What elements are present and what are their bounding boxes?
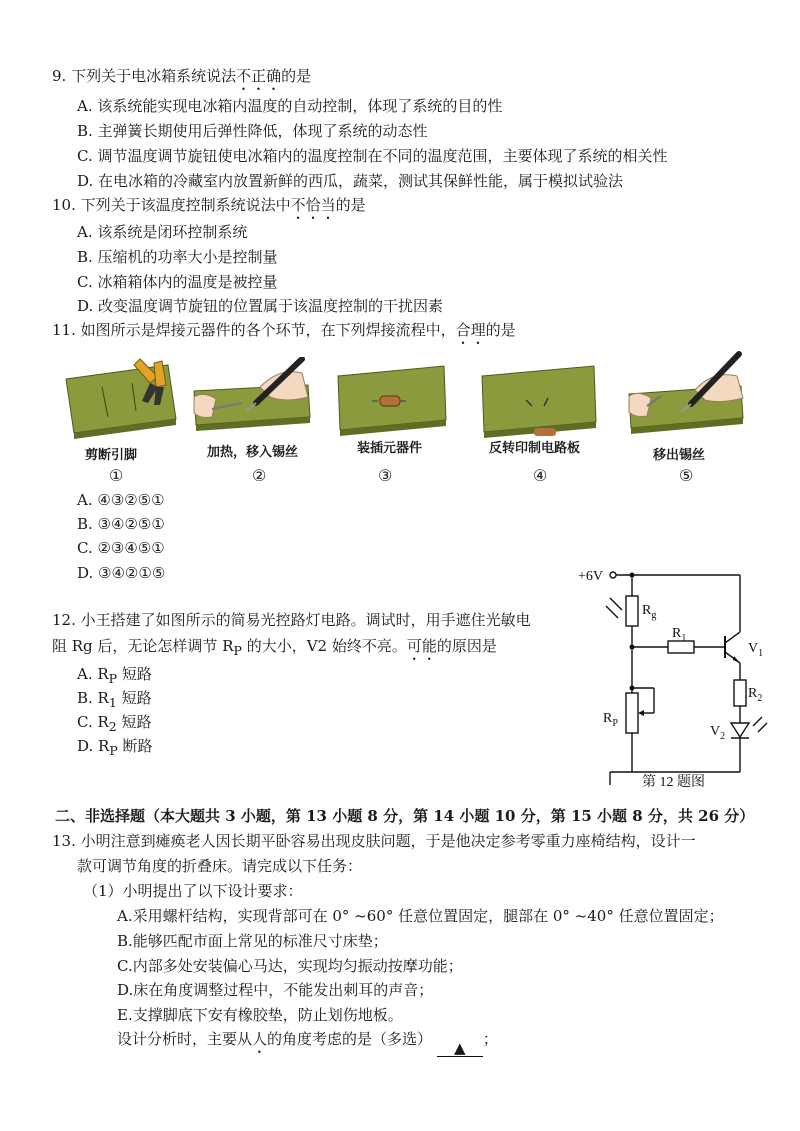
- q12-option-c[interactable]: C. $R_2$ 短路: [77, 713, 152, 734]
- v2-led: [731, 723, 749, 737]
- step-3-number: ③: [378, 466, 393, 485]
- q13-stem-line2: 款可调节角度的折叠床。请完成以下任务：: [77, 857, 363, 875]
- light-arrow-icon: [606, 606, 618, 618]
- light-emission-icon: [758, 723, 767, 732]
- answer-blank[interactable]: ▲: [437, 1038, 483, 1057]
- step-4-caption: 反转印制电路板: [489, 441, 581, 456]
- v1-label: $V_1$: [748, 641, 764, 659]
- step-4-number: ④: [533, 466, 548, 485]
- q10-option-c[interactable]: C. 冰箱箱体内的温度是被控量: [77, 273, 278, 291]
- q12-option-b[interactable]: B. $R_1$ 短路: [77, 689, 152, 710]
- supply-terminal: [610, 572, 616, 578]
- r2-resistor: [734, 680, 746, 706]
- light-arrow-icon: [610, 598, 622, 610]
- section-2-title: 二、非选择题（本大题共 3 小题，第 13 小题 8 分，第 14 小题 10 分，第 15 小题 8 分，共 26 分）: [55, 807, 755, 825]
- q10-option-b[interactable]: B. 压缩机的功率大小是控制量: [77, 248, 278, 266]
- light-emission-icon: [753, 717, 762, 726]
- flip-pcb-image: [478, 360, 600, 442]
- step-2-number: ②: [252, 466, 267, 485]
- q13-stem-line1: 13. 小明注意到瘫痪老人因长期平卧容易出现皮肤问题，于是他决定参考零重力座椅结构，设计一: [52, 832, 696, 850]
- insert-component-image: [334, 360, 450, 440]
- q12-option-d[interactable]: D. $R_P$ 断路: [77, 737, 153, 758]
- circuit-caption: 第 12 题图: [642, 775, 705, 790]
- cut-leads-image: [62, 357, 182, 439]
- step-2-caption: 加热，移入锡丝: [207, 445, 299, 460]
- q9-option-d[interactable]: D. 在电冰箱的冷藏室内放置新鲜的西瓜，蔬菜，测试其保鲜性能，属于模拟试验法: [77, 172, 624, 190]
- q13-question: 设计分析时，主要从人的角度考虑的是（多选） ▲ ；: [117, 1030, 498, 1057]
- q13-requirement-c: C.内部多处安装偏心马达，实现均匀振动按摩功能；: [117, 957, 463, 975]
- q11-option-b[interactable]: B. ③④②⑤①: [77, 515, 165, 533]
- q9-option-c[interactable]: C. 调节温度调节旋钮使电冰箱内的温度控制在不同的温度范围，主要体现了系统的相关性: [77, 147, 668, 165]
- rg-photoresistor: [626, 596, 638, 626]
- step-1-number: ①: [109, 466, 124, 485]
- q13-requirement-a: A.采用螺杆结构，实现背部可在 0° ~60° 任意位置固定，腿部在 0° ~40° 任意位置固定；: [117, 907, 724, 925]
- q9-option-a[interactable]: A. 该系统能实现电冰箱内温度的自动控制，体现了系统的目的性: [77, 97, 503, 115]
- q12-stem-line1: 12. 小王搭建了如图所示的简易光控路灯电路。调试时，用手遮住光敏电: [52, 611, 531, 629]
- step-3-caption: 装插元器件: [357, 441, 423, 456]
- rp-potentiometer: [626, 693, 638, 733]
- q13-requirement-b: B.能够匹配市面上常见的标准尺寸床垫；: [117, 932, 388, 950]
- r2-label: $R_2$: [748, 686, 763, 704]
- q10-stem: 10. 下列关于该温度控制系统说法中不恰当的是: [52, 196, 366, 214]
- q11-option-d[interactable]: D. ③④②①⑤: [77, 564, 166, 582]
- q13-requirement-d: D.床在角度调整过程中，不能发出刺耳的声音；: [117, 981, 434, 999]
- supply-label: +6V: [578, 569, 604, 584]
- q13-requirement-e: E.支撑脚底下安有橡胶垫，防止划伤地板。: [117, 1006, 403, 1024]
- q11-option-a[interactable]: A. ④③②⑤①: [77, 491, 165, 509]
- light-control-circuit-diagram: [570, 560, 790, 820]
- step-5-number: ⑤: [679, 466, 694, 485]
- q10-option-a[interactable]: A. 该系统是闭环控制系统: [77, 223, 248, 241]
- step-5-caption: 移出锡丝: [653, 448, 706, 463]
- remove-solder-image: [625, 350, 747, 442]
- q12-option-a[interactable]: A. $R_P$ 短路: [77, 665, 152, 686]
- r1-label: $R_1$: [672, 626, 687, 644]
- q9-option-b[interactable]: B. 主弹簧长期使用后弹性降低，体现了系统的动态性: [77, 122, 428, 140]
- rp-label: $R_P$: [603, 711, 618, 729]
- q11-stem: 11. 如图所示是焊接元器件的各个环节，在下列焊接流程中，合理的是: [52, 321, 516, 339]
- heat-solder-image: [190, 357, 316, 439]
- v2-label: $V_2$: [710, 724, 726, 742]
- q10-option-d[interactable]: D. 改变温度调节旋钮的位置属于该温度控制的干扰因素: [77, 297, 444, 315]
- rg-label: $R_g$: [642, 603, 657, 621]
- step-1-caption: 剪断引脚: [85, 448, 138, 463]
- q9-stem: 9. 下列关于电冰箱系统说法不正确的是: [52, 67, 312, 85]
- q11-option-c[interactable]: C. ②③④⑤①: [77, 539, 165, 557]
- q13-subquestion-1: （1）小明提出了以下设计要求：: [83, 882, 303, 900]
- q12-stem-line2: 阻 Rg 后，无论怎样调节 $R_P$ 的大小，V2 始终不亮。可能的原因是: [52, 637, 497, 658]
